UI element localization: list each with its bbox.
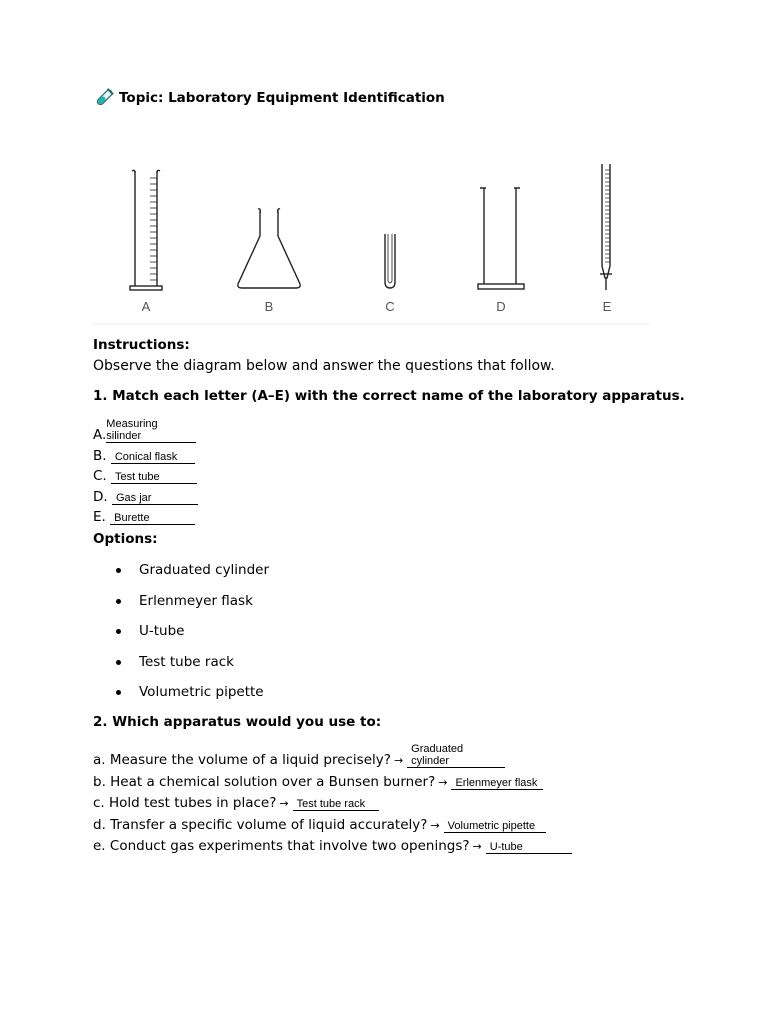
answer-row-d: D. Gas jar (93, 487, 198, 508)
label-e: E (602, 299, 612, 314)
question-2: 2. Which apparatus would you use to: (93, 714, 382, 730)
question-1-answers (93, 418, 198, 528)
answer-field-c[interactable]: Test tube (111, 471, 197, 484)
bullet-icon (116, 568, 121, 573)
q2-answer-d[interactable]: Volumetric pipette (444, 820, 546, 833)
option-item: Graduated cylinder (139, 562, 269, 593)
test-tube-icon (94, 88, 114, 108)
label-b: B (264, 299, 274, 314)
topic-heading (94, 88, 445, 108)
bullet-icon (116, 660, 121, 665)
q2-row-d: d. Transfer a specific volume of liquid accurately? → Volumetric pipette (93, 815, 572, 837)
options-list (139, 562, 269, 715)
answer-field-d[interactable]: Gas jar (112, 492, 198, 505)
q2-row-b: b. Heat a chemical solution over a Bunsen burner? → Erlenmeyer flask (93, 772, 572, 794)
answer-field-e[interactable]: Burette (110, 512, 195, 525)
answer-row-a: A.Measuring silinder (93, 418, 198, 446)
label-a: A (141, 299, 151, 314)
option-item: U-tube (139, 623, 269, 654)
q2-answer-a[interactable]: Graduated cylinder (407, 743, 505, 768)
arrow-icon: → (438, 775, 448, 789)
arrow-icon: → (393, 754, 404, 767)
options-heading: Options: (93, 531, 158, 547)
answer-field-b[interactable]: Conical flask (111, 451, 195, 464)
q2-answer-e[interactable]: U-tube (486, 841, 572, 854)
instructions-text: Observe the diagram below and answer the questions that follow. (93, 358, 555, 374)
arrow-icon: → (472, 840, 482, 853)
question-1: 1. Match each letter (A–E) with the correct name of the laboratory apparatus. (93, 388, 685, 404)
bullet-icon (116, 599, 121, 604)
answer-row-e: E. Burette (93, 507, 198, 528)
bullet-icon (116, 629, 121, 634)
option-item: Test tube rack (139, 654, 269, 685)
answer-row-b: B. Conical flask (93, 446, 198, 467)
answer-field-a[interactable]: Measuring silinder (106, 418, 196, 443)
apparatus-diagram (92, 126, 650, 326)
question-2-answers (93, 743, 572, 858)
bullet-icon (116, 690, 121, 695)
answer-row-c: C. Test tube (93, 466, 198, 487)
label-c: C (385, 299, 395, 314)
topic-title: Topic: Laboratory Equipment Identification (119, 90, 445, 106)
label-d: D (496, 299, 506, 314)
arrow-icon: → (279, 797, 289, 810)
instructions-heading: Instructions: (93, 337, 190, 353)
q2-answer-c[interactable]: Test tube rack (293, 798, 379, 811)
arrow-icon: → (430, 818, 440, 832)
option-item: Volumetric pipette (139, 684, 269, 715)
q2-answer-b[interactable]: Erlenmeyer flask (451, 777, 543, 790)
q2-row-a: a. Measure the volume of a liquid precisely? →Graduated cylinder (93, 743, 572, 772)
option-item: Erlenmeyer flask (139, 593, 269, 624)
q2-row-c: c. Hold test tubes in place? → Test tube rack (93, 793, 572, 815)
q2-row-e: e. Conduct gas experiments that involve two openings? → U-tube (93, 836, 572, 858)
